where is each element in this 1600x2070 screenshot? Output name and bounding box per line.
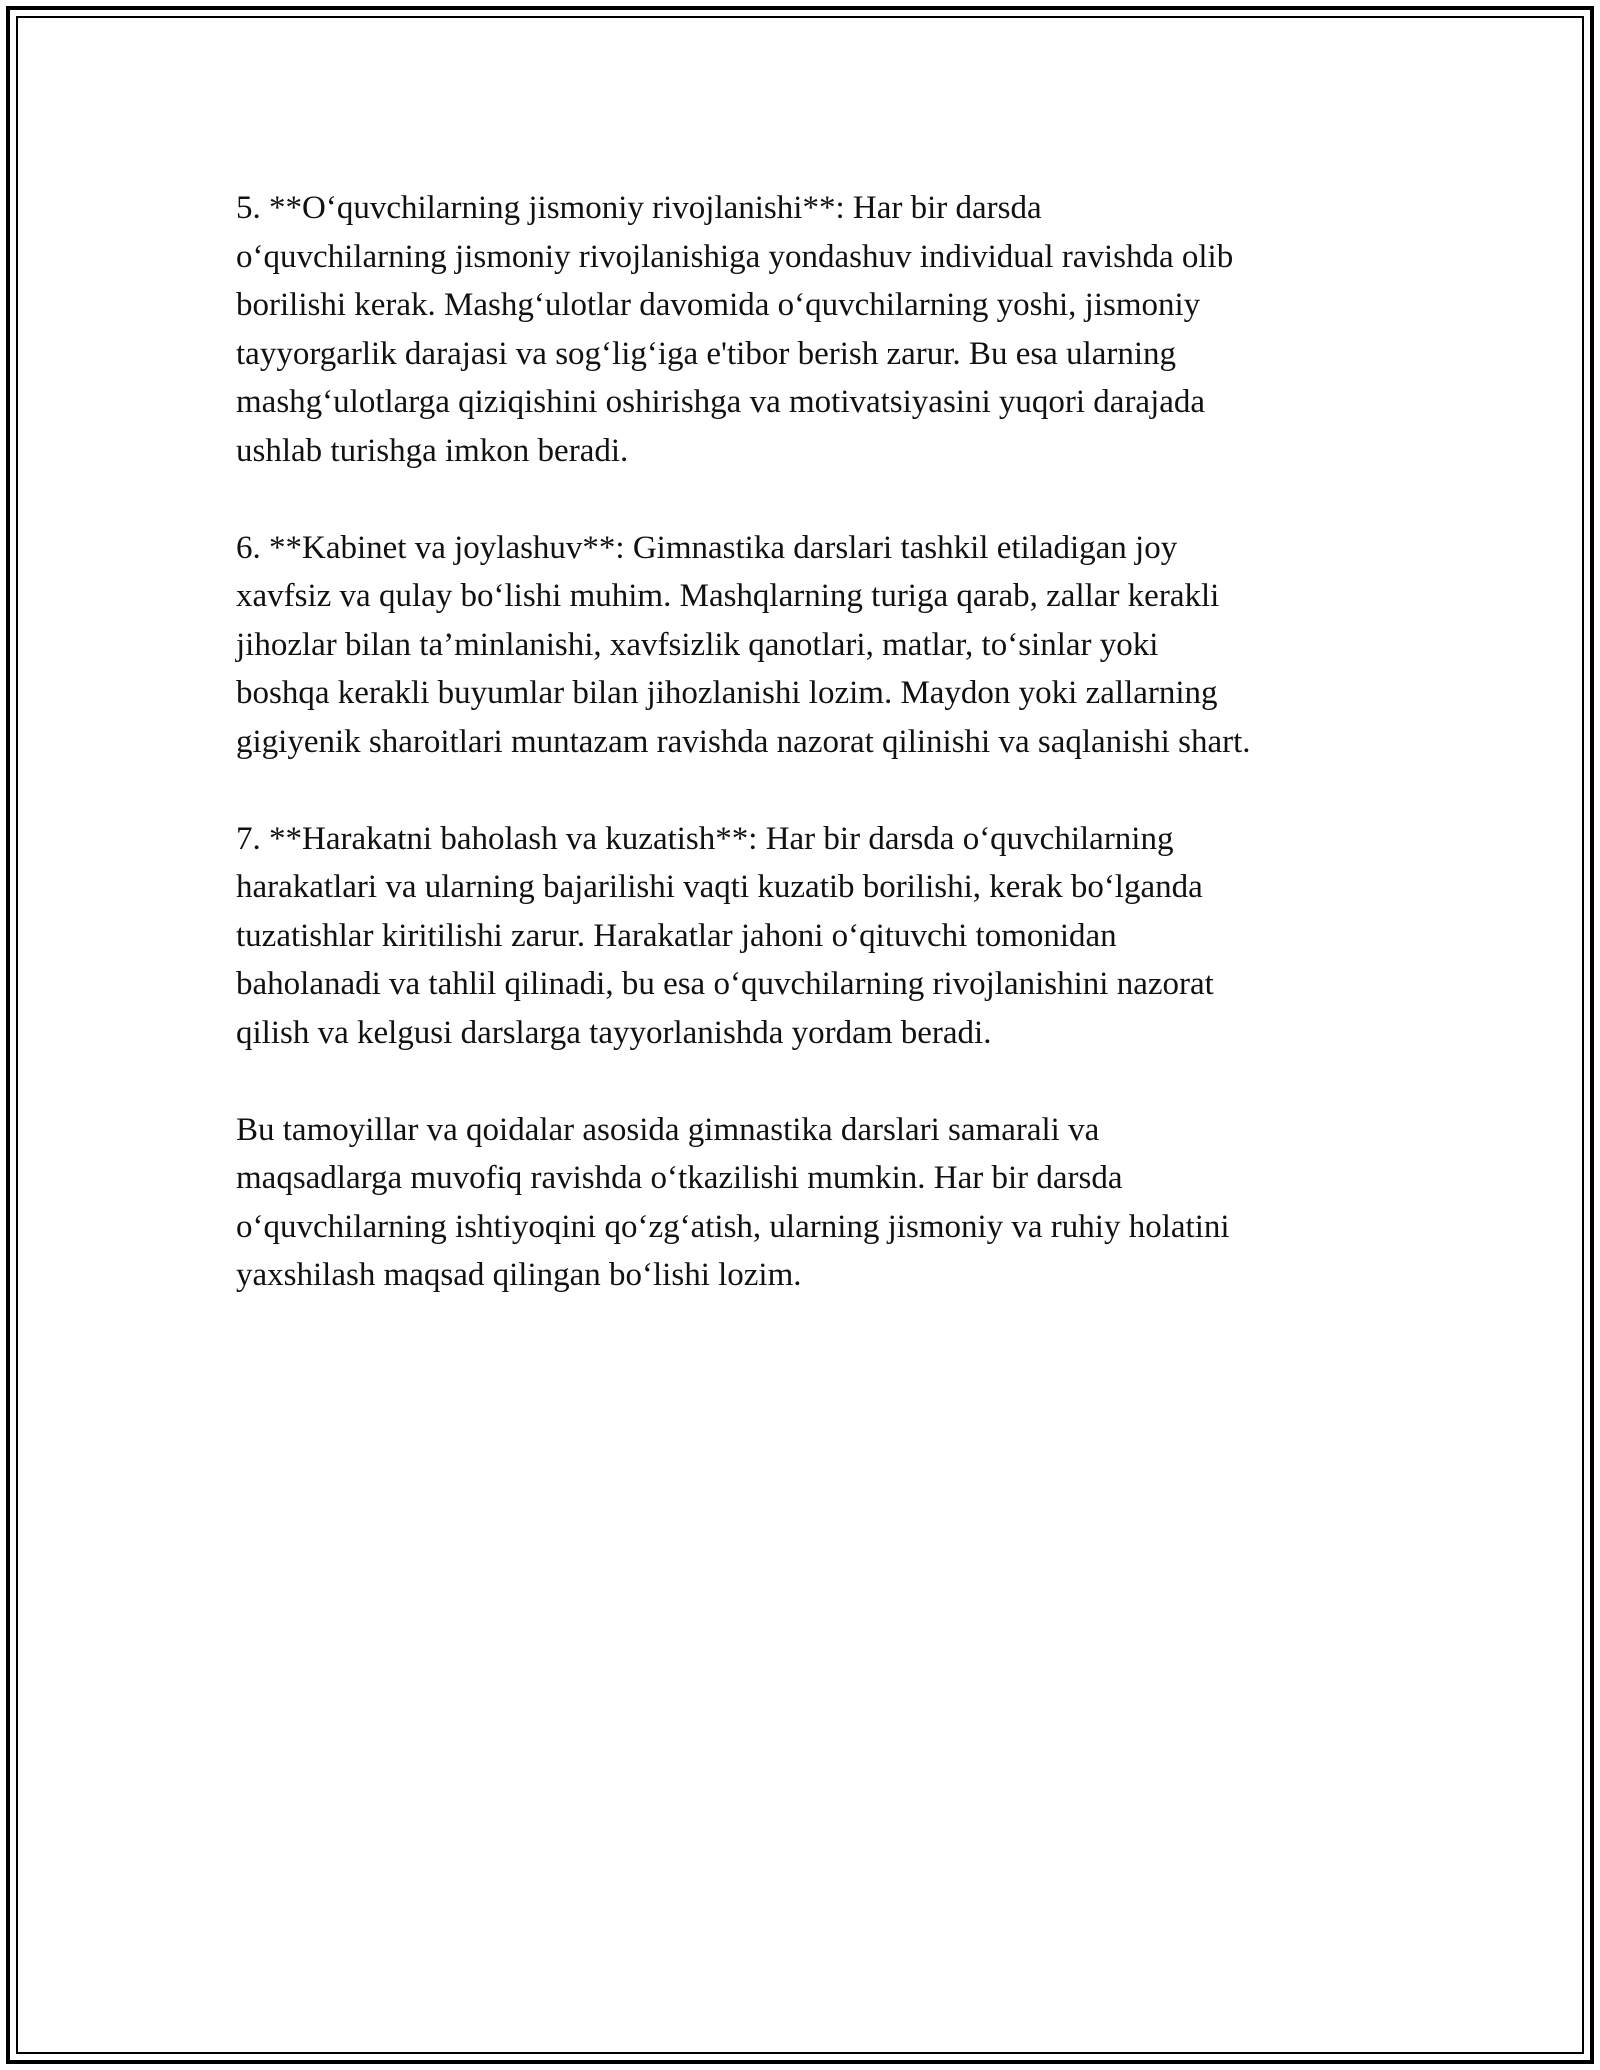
text-line: borilishi kerak. Mashg‘ulotlar davomida o‘quvchilarning yoshi, jismoniy: [236, 287, 1201, 323]
paragraph-conclusion: [236, 1106, 1386, 1300]
text-line: Bu tamoyillar va qoidalar asosida gimnastika darslari samarali va: [236, 1111, 1100, 1148]
document-body: [236, 184, 1386, 1348]
text-line: harakatlari va ularning bajarilishi vaqti kuzatib borilishi, kerak bo‘lganda: [236, 869, 1203, 905]
text-line: yaxshilash maqsad qilingan bo‘lishi lozim.: [236, 1257, 802, 1293]
text-line: o‘quvchilarning ishtiyoqini qo‘zg‘atish, ularning jismoniy va ruhiy holatini: [236, 1208, 1230, 1245]
text-line: 6. **Kabinet va joylashuv**: Gimnastika darslari tashkil etiladigan joy: [236, 529, 1178, 566]
text-line: 7. **Harakatni baholash va kuzatish**: Har bir darsda o‘quvchilarning: [236, 820, 1174, 857]
paragraph-item-7: [236, 815, 1386, 1058]
text-line: boshqa kerakli buyumlar bilan jihozlanishi lozim. Maydon yoki zallarning: [236, 675, 1218, 711]
text-line: maqsadlarga muvofiq ravishda o‘tkazilishi mumkin. Har bir darsda: [236, 1160, 1123, 1196]
text-line: mashg‘ulotlarga qiziqishini oshirishga va motivatsiyasini yuqori darajada: [236, 384, 1206, 420]
text-line: qilish va kelgusi darslarga tayyorlanishda yordam beradi.: [236, 1014, 992, 1051]
paragraph-item-6: [236, 524, 1386, 767]
text-line: gigiyenik sharoitlari muntazam ravishda nazorat qilinishi va saqlanishi shart.: [236, 723, 1251, 760]
text-line: o‘quvchilarning jismoniy rivojlanishiga yondashuv individual ravishda olib: [236, 238, 1234, 275]
text-line: tuzatishlar kiritilishi zarur. Harakatlar jahoni o‘qituvchi tomonidan: [236, 917, 1117, 954]
text-line: tayyorgarlik darajasi va sog‘lig‘iga e'tibor berish zarur. Bu esa ularning: [236, 335, 1177, 372]
text-line: baholanadi va tahlil qilinadi, bu esa o‘quvchilarning rivojlanishini nazorat: [236, 966, 1214, 1002]
text-line: xavfsiz va qulay bo‘lishi muhim. Mashqlarning turiga qarab, zallar kerakli: [236, 578, 1220, 614]
text-line: ushlab turishga imkon beradi.: [236, 432, 629, 469]
text-line: jihozlar bilan ta’minlanishi, xavfsizlik qanotlari, matlar, to‘sinlar yoki: [236, 626, 1159, 663]
paragraph-item-5: [236, 184, 1386, 475]
text-line: 5. **O‘quvchilarning jismoniy rivojlanishi**: Har bir darsda: [236, 190, 1042, 226]
